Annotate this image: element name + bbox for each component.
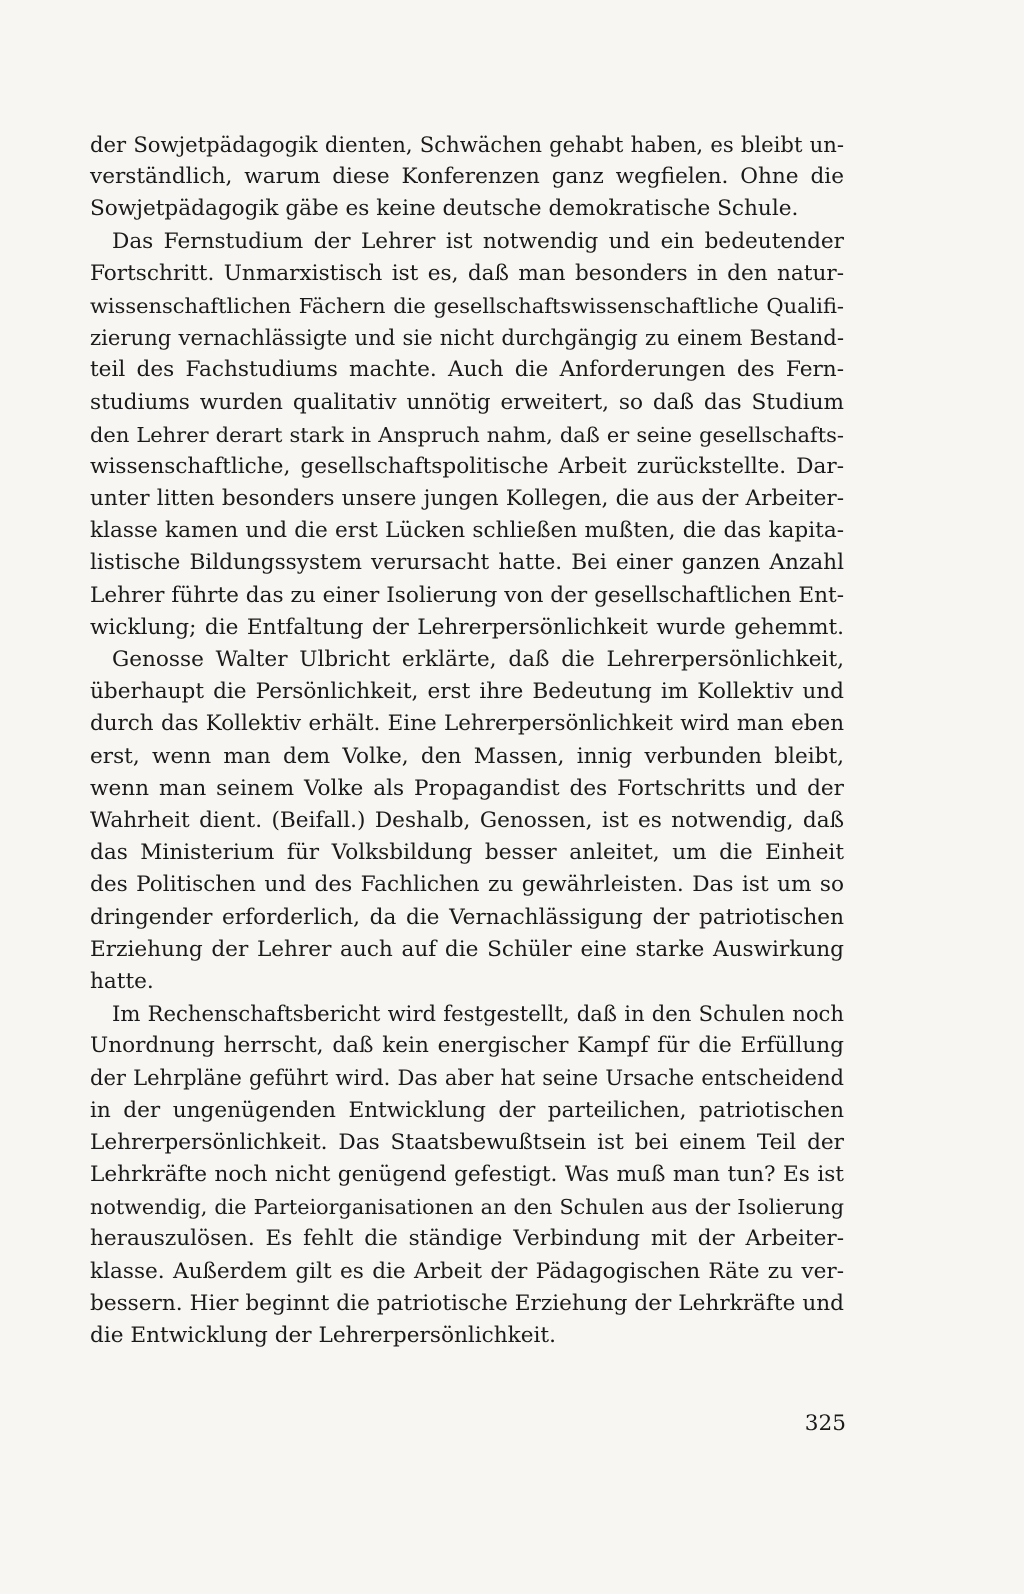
text-line: unter litten besonders unsere jungen Kollegen, die aus der Arbeiter- [90, 486, 844, 512]
text-line: wissenschaftlichen Fächern die gesellschaftswissenschaftliche Qualifi- [90, 293, 844, 318]
text-line: wenn man seinem Volke als Propagandist des Fortschritts und der [90, 775, 844, 801]
text-line: zierung vernachlässigte und sie nicht durchgängig zu einem Bestand- [90, 325, 844, 351]
text-line: überhaupt die Persönlichkeit, erst ihre Bedeutung im Kollektiv und [90, 679, 844, 705]
text-line: dringender erforderlich, da die Vernachlässigung der patriotischen [90, 904, 844, 930]
text-line: Sowjetpädagogik gäbe es keine deutsche demokratische Schule. [90, 196, 799, 222]
text-line: teil des Fachstudiums machte. Auch die Anforderungen des Fern- [90, 357, 844, 383]
text-line: klasse. Außerdem gilt es die Arbeit der Pädagogischen Räte zu ver- [90, 1258, 844, 1284]
text-line: der Sowjetpädagogik dienten, Schwächen gehabt haben, es bleibt un- [90, 132, 844, 157]
text-line: in der ungenügenden Entwicklung der parteilichen, patriotischen [90, 1097, 844, 1123]
text-line: herauszulösen. Es fehlt die ständige Verbindung mit der Arbeiter- [90, 1226, 844, 1252]
text-line: klasse kamen und die erst Lücken schließen mußten, die das kapita- [90, 518, 844, 544]
text-line: Fortschritt. Unmarxistisch ist es, daß man besonders in den natur- [90, 260, 844, 286]
text-line: erst, wenn man dem Volke, den Massen, innig verbunden bleibt, [90, 743, 844, 769]
text-line: Das Fernstudium der Lehrer ist notwendig und ein bedeutender [112, 228, 844, 254]
text-line: Erziehung der Lehrer auch auf die Schüler eine starke Auswirkung [90, 936, 844, 962]
text-line: das Ministerium für Volksbildung besser anleitet, um die Einheit [90, 840, 844, 866]
text-line: wissenschaftliche, gesellschaftspolitische Arbeit zurückstellte. Dar- [90, 453, 844, 479]
text-line: den Lehrer derart stark in Anspruch nahm, daß er seine gesellschafts- [90, 422, 844, 447]
text-line: Lehrer führte das zu einer Isolierung von der gesellschaftlichen Ent- [90, 582, 844, 608]
text-line: Unordnung herrscht, daß kein energischer Kampf für die Erfüllung [90, 1033, 844, 1059]
text-line: verständlich, warum diese Konferenzen ganz wegfielen. Ohne die [90, 164, 844, 190]
text-line: der Lehrpläne geführt wird. Das aber hat seine Ursache entscheidend [90, 1065, 844, 1091]
text-line: Lehrkräfte noch nicht genügend gefestigt. Was muß man tun? Es ist [90, 1162, 844, 1187]
text-line: die Entwicklung der Lehrerpersönlichkeit. [90, 1322, 556, 1348]
text-line: Im Rechenschaftsbericht wird festgestellt, daß in den Schulen noch [112, 1001, 844, 1027]
text-line: listische Bildungssystem verursacht hatte. Bei einer ganzen Anzahl [90, 550, 844, 576]
body-text [90, 129, 844, 1352]
text-line: bessern. Hier beginnt die patriotische Erziehung der Lehrkräfte und [90, 1290, 844, 1316]
text-line: notwendig, die Parteiorganisationen an den Schulen aus der Isolierung [90, 1195, 844, 1220]
text-line: studiums wurden qualitativ unnötig erweitert, so daß das Studium [90, 389, 844, 415]
text-line: durch das Kollektiv erhält. Eine Lehrerpersönlichkeit wird man eben [90, 711, 844, 737]
text-line: Wahrheit dient. (Beifall.) Deshalb, Genossen, ist es notwendig, daß [90, 807, 844, 833]
text-line: Lehrerpersönlichkeit. Das Staatsbewußtsein ist bei einem Teil der [90, 1129, 844, 1155]
page-number: 325 [804, 1411, 846, 1436]
text-line: hatte. [90, 968, 154, 994]
text-line: wicklung; die Entfaltung der Lehrerpersönlichkeit wurde gehemmt. [90, 614, 844, 640]
text-line: des Politischen und des Fachlichen zu gewährleisten. Das ist um so [90, 872, 844, 898]
text-line: Genosse Walter Ulbricht erklärte, daß die Lehrerpersönlichkeit, [112, 647, 844, 672]
